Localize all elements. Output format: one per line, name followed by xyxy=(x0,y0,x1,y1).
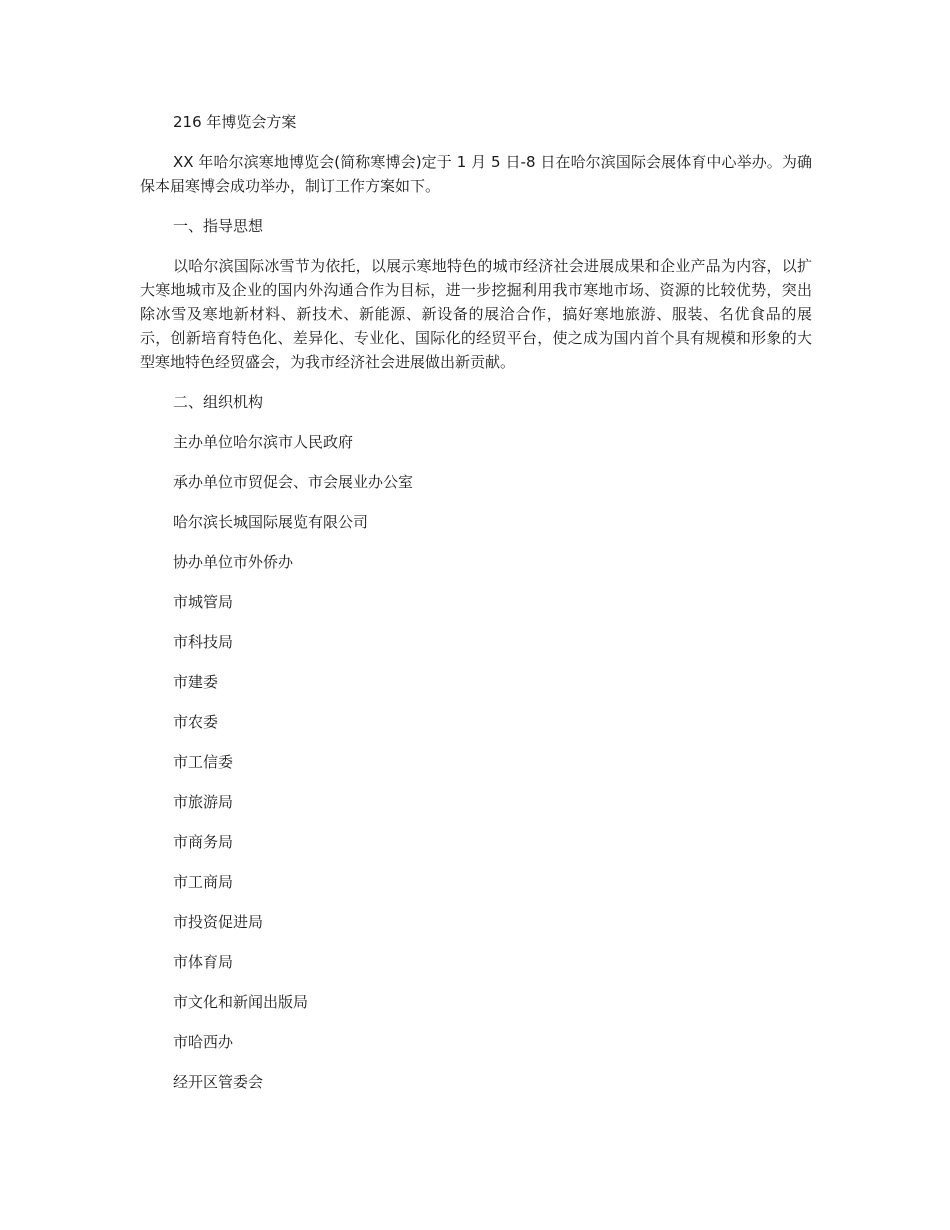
org-line: 主办单位哈尔滨市人民政府 xyxy=(173,433,354,451)
document-page xyxy=(140,110,812,1110)
org-line: 市旅游局 xyxy=(173,793,234,811)
org-line: 市工信委 xyxy=(173,753,234,771)
org-line: 经开区管委会 xyxy=(173,1073,264,1091)
org-line: 市科技局 xyxy=(173,633,234,651)
org-line: 承办单位市贸促会、市会展业办公室 xyxy=(173,473,414,491)
org-line: 市农委 xyxy=(173,713,219,731)
document-title: 216 年博览会方案 xyxy=(173,113,297,131)
org-line: 市建委 xyxy=(173,673,219,691)
org-line: 市城管局 xyxy=(173,593,234,611)
intro-paragraph: XX 年哈尔滨寒地博览会(简称寒博会)定于 1 月 5 日-8 日在哈尔滨国际会展体育中心举办。为确保本届寒博会成功举办，制订工作方案如下。 xyxy=(140,153,812,195)
org-line: 哈尔滨长城国际展览有限公司 xyxy=(173,513,369,531)
section-heading-guiding-thought: 一、指导思想 xyxy=(173,217,264,235)
org-line: 市商务局 xyxy=(173,833,234,851)
guiding-thought-paragraph: 以哈尔滨国际冰雪节为依托，以展示寒地特色的城市经济社会进展成果和企业产品为内容，以扩大寒地城市及企业的国内外沟通合作为目标，进一步挖掘利用我市寒地市场、资源的比较优势，突出除冰雪及寒地新材料、新技术、新能源、新设备的展洽合作，搞好寒地旅游、服装、名优食品的展示，创新培育特色化、差异化、专业化、国际化的经贸平台，使之成为国内首个具有规模和形象的大型寒地特色经贸盛会，为我市经济社会进展做出新贡献。 xyxy=(140,257,812,371)
org-line: 市哈西办 xyxy=(173,1033,234,1051)
org-line: 市文化和新闻出版局 xyxy=(173,993,309,1011)
org-line: 市体育局 xyxy=(173,953,234,971)
org-line: 市工商局 xyxy=(173,873,234,891)
org-line: 市投资促进局 xyxy=(173,913,264,931)
org-line: 协办单位市外侨办 xyxy=(173,553,294,571)
section-heading-organization: 二、组织机构 xyxy=(173,393,264,411)
